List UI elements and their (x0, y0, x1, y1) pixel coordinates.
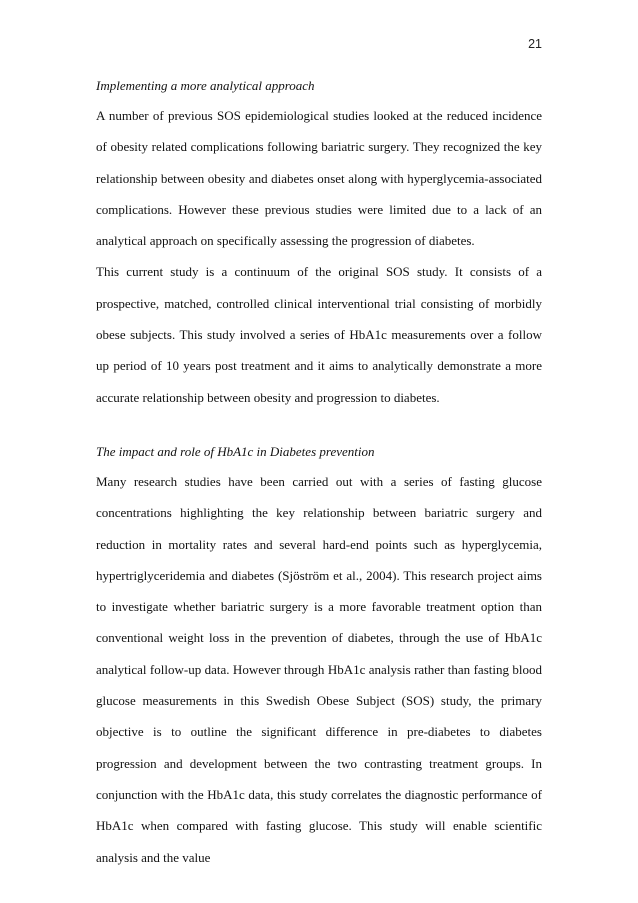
section-heading-analytical-approach: Implementing a more analytical approach (96, 78, 315, 93)
section-spacer (96, 413, 542, 442)
page-number: 21 (528, 37, 542, 51)
page-content (96, 76, 542, 873)
paragraph-current-study: This current study is a continuum of the original SOS study. It consists of a prospective, matched, controlled clinical interventional trial consisting of morbidly obese subjects. This study involved a series of HbA1c measurements over a follow up period of 10 years post treatment and it aims to analytically demonstrate a more accurate relationship between obesity and progression to diabetes. (96, 264, 542, 405)
paragraph-research-studies: Many research studies have been carried out with a series of fasting glucose concentrations highlighting the key relationship between bariatric surgery and reduction in mortality rates and several hard-end points such as hyperglycemia, hypertriglyceridemia and diabetes (Sjöström et al., 2004). This research project aims to investigate whether bariatric surgery is a more favorable treatment option than conventional weight loss in the prevention of diabetes, through the use of HbA1c analytical follow-up data. However through HbA1c analysis rather than fasting blood glucose measurements in this Swedish Obese Subject (SOS) study, the primary objective is to outline the significant difference in pre-diabetes to diabetes progression and development between the two contrasting treatment groups. In conjunction with the HbA1c data, this study correlates the diagnostic performance of HbA1c when compared with fasting glucose. This study will enable scientific analysis and the value (96, 473, 542, 865)
paragraph-previous-studies: A number of previous SOS epidemiological studies looked at the reduced incidence of obesity related complications following bariatric surgery. They recognized the key relationship between obesity and diabetes onset along with hyperglycemia-associated complications. However these previous studies were limited due to a lack of an analytical approach on specifically assessing the progression of diabetes. (96, 108, 542, 249)
section-heading-hba1c-role: The impact and role of HbA1c in Diabetes prevention (96, 443, 375, 459)
